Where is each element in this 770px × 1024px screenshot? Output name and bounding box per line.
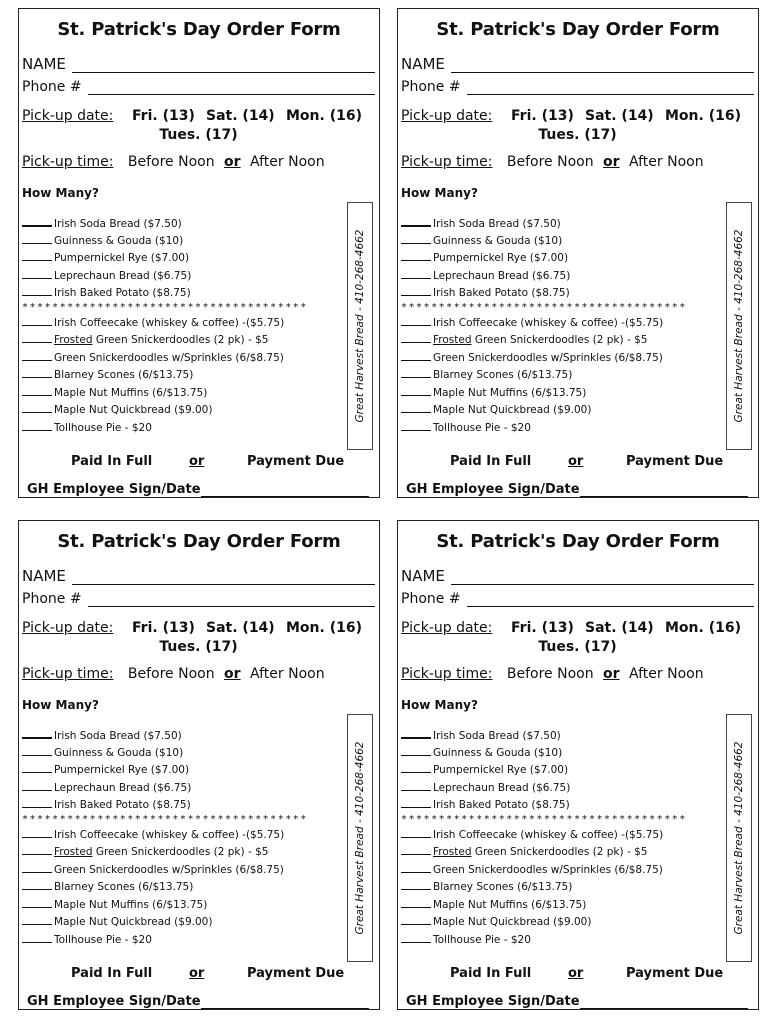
quantity-blank[interactable] [22, 896, 52, 908]
date-option-mon[interactable]: Mon. (16) [665, 108, 741, 124]
list-item [22, 249, 348, 267]
list-item [401, 232, 727, 250]
item-label: Guinness & Gouda ($10) [433, 234, 563, 247]
payment-due-option[interactable]: Payment Due [247, 966, 345, 981]
date-option-tues[interactable]: Tues. (17) [538, 127, 617, 143]
how-many-heading: How Many? [22, 698, 99, 712]
list-item [401, 331, 727, 349]
list-item [401, 826, 727, 844]
date-option-fri[interactable]: Fri. (13) [132, 108, 195, 124]
date-option-mon[interactable]: Mon. (16) [665, 620, 741, 636]
employee-sign-row [27, 482, 369, 497]
order-form-bottom-left [18, 520, 380, 1010]
list-item [22, 232, 348, 250]
frosted-word: Frosted [54, 334, 93, 346]
phone-field[interactable] [88, 80, 375, 95]
item-label: Irish Coffeecake (whiskey & coffee) -($5.75) [54, 316, 285, 329]
list-item [401, 726, 727, 744]
quantity-blank[interactable] [22, 726, 52, 739]
item-list [22, 214, 348, 436]
quantity-blank[interactable] [401, 843, 431, 855]
phone-label: Phone # [22, 591, 82, 607]
quantity-blank[interactable] [401, 931, 431, 943]
contact-box [347, 202, 373, 450]
quantity-blank[interactable] [401, 726, 431, 739]
contact-text: Great Harvest Bread - 410-268-4662 [733, 741, 745, 935]
pickup-date-label: Pick-up date: [401, 108, 493, 124]
list-item [401, 843, 727, 861]
name-row [22, 567, 375, 585]
star-divider: ************************************** [22, 301, 308, 313]
item-list [401, 214, 727, 436]
quantity-blank[interactable] [401, 314, 431, 326]
pickup-date-label: Pick-up date: [22, 108, 114, 124]
date-option-tues[interactable]: Tues. (17) [159, 639, 238, 655]
list-item [401, 401, 727, 419]
form-title: St. Patrick's Day Order Form [57, 19, 341, 40]
list-item [22, 931, 348, 949]
list-item [401, 931, 727, 949]
item-label: Blarney Scones (6/$13.75) [54, 369, 194, 381]
order-form-bottom-right [397, 520, 759, 1010]
quantity-blank[interactable] [22, 349, 52, 361]
item-label: Irish Baked Potato ($8.75) [433, 287, 570, 299]
employee-sign-row [27, 994, 369, 1009]
list-item [22, 796, 348, 814]
quantity-blank[interactable] [22, 931, 52, 943]
form-title: St. Patrick's Day Order Form [436, 19, 720, 40]
payment-due-option[interactable]: Payment Due [247, 454, 345, 469]
list-item [22, 744, 348, 762]
quantity-blank[interactable] [22, 761, 52, 773]
quantity-blank[interactable] [401, 384, 431, 396]
order-form-top-right [397, 8, 759, 498]
or-label: or [568, 966, 584, 981]
list-item [22, 366, 348, 384]
item-label: Irish Coffeecake (whiskey & coffee) -($5.75) [433, 316, 664, 329]
time-option-before-noon[interactable]: Before Noon [127, 666, 215, 682]
item-label: Leprechaun Bread ($6.75) [433, 781, 571, 794]
phone-label: Phone # [401, 591, 461, 607]
item-label: Green Snickerdoodles (2 pk) - $5 [92, 846, 269, 858]
or-label: or [568, 454, 584, 469]
phone-field[interactable] [467, 592, 754, 607]
list-item [22, 419, 348, 437]
quantity-blank[interactable] [401, 913, 431, 925]
name-field[interactable] [451, 570, 754, 585]
item-label: Maple Nut Quickbread ($9.00) [433, 916, 592, 928]
paid-in-full-option[interactable]: Paid In Full [450, 966, 532, 981]
quantity-blank[interactable] [22, 232, 52, 244]
list-item [22, 267, 348, 285]
pickup-time-row [401, 666, 754, 682]
phone-row [401, 79, 754, 95]
quantity-blank[interactable] [22, 744, 52, 756]
time-option-after-noon[interactable]: After Noon [250, 666, 325, 682]
name-label: NAME [401, 567, 445, 585]
item-label: Tollhouse Pie - $20 [54, 421, 152, 434]
list-item [401, 284, 727, 302]
paid-in-full-option[interactable]: Paid In Full [71, 966, 153, 981]
or-label: or [224, 666, 241, 682]
list-item [401, 249, 727, 267]
item-label: Blarney Scones (6/$13.75) [54, 881, 194, 893]
item-label: Pumpernickel Rye ($7.00) [433, 252, 569, 264]
list-item [401, 761, 727, 779]
employee-sign-field[interactable] [580, 483, 748, 497]
item-label: Tollhouse Pie - $20 [433, 933, 531, 946]
quantity-blank[interactable] [22, 861, 52, 873]
quantity-blank[interactable] [401, 744, 431, 756]
how-many-heading: How Many? [401, 698, 478, 712]
item-label: Leprechaun Bread ($6.75) [433, 269, 571, 282]
time-option-after-noon[interactable]: After Noon [629, 666, 704, 682]
item-label: Pumpernickel Rye ($7.00) [54, 764, 190, 776]
quantity-blank[interactable] [22, 384, 52, 396]
employee-sign-label: GH Employee Sign/Date [27, 482, 201, 497]
pickup-date-row [401, 620, 754, 655]
quantity-blank[interactable] [22, 843, 52, 855]
item-label: Maple Nut Muffins (6/$13.75) [433, 386, 587, 399]
employee-sign-field[interactable] [201, 483, 369, 497]
item-label: Maple Nut Muffins (6/$13.75) [54, 898, 208, 911]
employee-sign-row [406, 482, 748, 497]
pickup-time-label: Pick-up time: [22, 154, 114, 170]
or-label: or [224, 154, 241, 170]
employee-sign-label: GH Employee Sign/Date [406, 994, 580, 1009]
quantity-blank[interactable] [401, 214, 431, 227]
quantity-blank[interactable] [22, 267, 52, 279]
item-label: Green Snickerdoodles (2 pk) - $5 [471, 846, 648, 858]
item-label: Guinness & Gouda ($10) [433, 746, 563, 759]
date-option-mon[interactable]: Mon. (16) [286, 108, 362, 124]
contact-text: Great Harvest Bread - 410-268-4662 [354, 229, 366, 423]
item-label: Leprechaun Bread ($6.75) [54, 781, 192, 794]
name-row [22, 55, 375, 73]
quantity-blank[interactable] [22, 913, 52, 925]
list-item [22, 878, 348, 896]
form-title: St. Patrick's Day Order Form [57, 531, 341, 552]
date-option-tues[interactable]: Tues. (17) [538, 639, 617, 655]
pickup-date-label: Pick-up date: [22, 620, 114, 636]
employee-sign-field[interactable] [201, 995, 369, 1009]
date-option-fri[interactable]: Fri. (13) [511, 108, 574, 124]
list-item [401, 314, 727, 332]
phone-field[interactable] [88, 592, 375, 607]
date-option-sat[interactable]: Sat. (14) [585, 108, 654, 124]
list-item [22, 761, 348, 779]
order-form-top-left [18, 8, 380, 498]
item-label: Leprechaun Bread ($6.75) [54, 269, 192, 282]
quantity-blank[interactable] [22, 284, 52, 296]
quantity-blank[interactable] [22, 826, 52, 838]
time-option-after-noon[interactable]: After Noon [250, 154, 325, 170]
paid-in-full-option[interactable]: Paid In Full [71, 454, 153, 469]
quantity-blank[interactable] [22, 796, 52, 808]
item-label: Irish Coffeecake (whiskey & coffee) -($5.75) [433, 828, 664, 841]
how-many-heading: How Many? [401, 186, 478, 200]
star-divider: ************************************** [401, 301, 687, 313]
quantity-blank[interactable] [22, 878, 52, 890]
date-option-sat[interactable]: Sat. (14) [585, 620, 654, 636]
pickup-time-row [22, 666, 375, 682]
item-label: Maple Nut Muffins (6/$13.75) [54, 386, 208, 399]
quantity-blank[interactable] [401, 861, 431, 873]
list-item [22, 913, 348, 931]
quantity-blank[interactable] [401, 267, 431, 279]
item-label: Guinness & Gouda ($10) [54, 746, 184, 759]
or-label: or [189, 966, 205, 981]
name-field[interactable] [72, 58, 375, 73]
pickup-date-row [22, 620, 375, 655]
quantity-blank[interactable] [401, 366, 431, 378]
list-item [401, 366, 727, 384]
contact-text: Great Harvest Bread - 410-268-4662 [733, 229, 745, 423]
list-item [22, 896, 348, 914]
pickup-date-label: Pick-up date: [401, 620, 493, 636]
quantity-blank[interactable] [401, 349, 431, 361]
employee-sign-field[interactable] [580, 995, 748, 1009]
quantity-blank[interactable] [401, 878, 431, 890]
pickup-date-row [401, 108, 754, 143]
list-item [22, 843, 348, 861]
name-label: NAME [22, 55, 66, 73]
list-item [401, 744, 727, 762]
pickup-date-row [22, 108, 375, 143]
list-item [401, 878, 727, 896]
time-option-after-noon[interactable]: After Noon [629, 154, 704, 170]
list-item [401, 267, 727, 285]
item-label: Green Snickerdoodles (2 pk) - $5 [92, 334, 269, 346]
time-option-before-noon[interactable]: Before Noon [506, 666, 594, 682]
quantity-blank[interactable] [401, 331, 431, 343]
list-item [401, 913, 727, 931]
name-field[interactable] [72, 570, 375, 585]
list-item [22, 401, 348, 419]
pickup-time-row [401, 154, 754, 170]
item-label: Irish Baked Potato ($8.75) [433, 799, 570, 811]
list-item [22, 284, 348, 302]
quantity-blank[interactable] [401, 779, 431, 791]
list-item [401, 779, 727, 797]
date-option-sat[interactable]: Sat. (14) [206, 620, 275, 636]
or-label: or [189, 454, 205, 469]
payment-due-option[interactable]: Payment Due [626, 454, 724, 469]
quantity-blank[interactable] [401, 761, 431, 773]
name-label: NAME [401, 55, 445, 73]
list-item [22, 331, 348, 349]
list-item [401, 419, 727, 437]
payment-due-option[interactable]: Payment Due [626, 966, 724, 981]
employee-sign-row [406, 994, 748, 1009]
name-label: NAME [22, 567, 66, 585]
phone-label: Phone # [401, 79, 461, 95]
quantity-blank[interactable] [22, 314, 52, 326]
quantity-blank[interactable] [401, 284, 431, 296]
quantity-blank[interactable] [22, 331, 52, 343]
quantity-blank[interactable] [401, 796, 431, 808]
list-item [22, 349, 348, 367]
quantity-blank[interactable] [22, 779, 52, 791]
item-label: Irish Soda Bread ($7.50) [433, 218, 561, 230]
list-item [22, 826, 348, 844]
contact-box [726, 202, 752, 450]
item-label: Irish Baked Potato ($8.75) [54, 287, 191, 299]
list-item [22, 314, 348, 332]
contact-text: Great Harvest Bread - 410-268-4662 [354, 741, 366, 935]
how-many-heading: How Many? [22, 186, 99, 200]
star-divider: ************************************** [22, 813, 308, 825]
phone-row [22, 591, 375, 607]
item-label: Blarney Scones (6/$13.75) [433, 369, 573, 381]
phone-row [401, 591, 754, 607]
time-option-before-noon[interactable]: Before Noon [127, 154, 215, 170]
date-option-mon[interactable]: Mon. (16) [286, 620, 362, 636]
star-divider: ************************************** [401, 813, 687, 825]
item-label: Tollhouse Pie - $20 [54, 933, 152, 946]
phone-label: Phone # [22, 79, 82, 95]
pickup-time-label: Pick-up time: [22, 666, 114, 682]
quantity-blank[interactable] [401, 401, 431, 413]
item-label: Green Snickerdoodles w/Sprinkles (6/$8.75) [54, 863, 284, 876]
list-item [401, 861, 727, 879]
item-label: Blarney Scones (6/$13.75) [433, 881, 573, 893]
item-label: Irish Baked Potato ($8.75) [54, 799, 191, 811]
name-field[interactable] [451, 58, 754, 73]
list-item [401, 896, 727, 914]
pickup-time-label: Pick-up time: [401, 154, 493, 170]
phone-row [22, 79, 375, 95]
item-label: Maple Nut Quickbread ($9.00) [54, 916, 213, 928]
form-title: St. Patrick's Day Order Form [436, 531, 720, 552]
frosted-word: Frosted [433, 334, 472, 346]
item-label: Pumpernickel Rye ($7.00) [433, 764, 569, 776]
item-label: Pumpernickel Rye ($7.00) [54, 252, 190, 264]
list-item [401, 796, 727, 814]
date-option-fri[interactable]: Fri. (13) [511, 620, 574, 636]
frosted-word: Frosted [54, 846, 93, 858]
quantity-blank[interactable] [401, 826, 431, 838]
item-label: Green Snickerdoodles w/Sprinkles (6/$8.75) [433, 351, 663, 364]
time-option-before-noon[interactable]: Before Noon [506, 154, 594, 170]
list-item [22, 726, 348, 744]
list-item [401, 349, 727, 367]
name-row [401, 567, 754, 585]
item-list [401, 726, 727, 948]
contact-box [726, 714, 752, 962]
list-item [401, 384, 727, 402]
item-label: Irish Coffeecake (whiskey & coffee) -($5.75) [54, 828, 285, 841]
item-label: Green Snickerdoodles (2 pk) - $5 [471, 334, 648, 346]
quantity-blank[interactable] [22, 401, 52, 413]
list-item [22, 861, 348, 879]
frosted-word: Frosted [433, 846, 472, 858]
quantity-blank[interactable] [22, 249, 52, 261]
quantity-blank[interactable] [401, 249, 431, 261]
item-label: Maple Nut Muffins (6/$13.75) [433, 898, 587, 911]
item-label: Irish Soda Bread ($7.50) [54, 730, 182, 742]
date-option-sat[interactable]: Sat. (14) [206, 108, 275, 124]
list-item [22, 779, 348, 797]
employee-sign-label: GH Employee Sign/Date [27, 994, 201, 1009]
item-label: Green Snickerdoodles w/Sprinkles (6/$8.75) [54, 351, 284, 364]
item-label: Irish Soda Bread ($7.50) [433, 730, 561, 742]
item-label: Irish Soda Bread ($7.50) [54, 218, 182, 230]
list-item [22, 384, 348, 402]
item-label: Green Snickerdoodles w/Sprinkles (6/$8.75) [433, 863, 663, 876]
pickup-time-row [22, 154, 375, 170]
date-option-tues[interactable]: Tues. (17) [159, 127, 238, 143]
list-item [22, 214, 348, 232]
or-label: or [603, 666, 620, 682]
item-list [22, 726, 348, 948]
date-option-fri[interactable]: Fri. (13) [132, 620, 195, 636]
or-label: or [603, 154, 620, 170]
employee-sign-label: GH Employee Sign/Date [406, 482, 580, 497]
paid-in-full-option[interactable]: Paid In Full [450, 454, 532, 469]
quantity-blank[interactable] [22, 366, 52, 378]
item-label: Guinness & Gouda ($10) [54, 234, 184, 247]
quantity-blank[interactable] [401, 896, 431, 908]
quantity-blank[interactable] [22, 419, 52, 431]
contact-box [347, 714, 373, 962]
quantity-blank[interactable] [401, 232, 431, 244]
item-label: Maple Nut Quickbread ($9.00) [433, 404, 592, 416]
name-row [401, 55, 754, 73]
list-item [401, 214, 727, 232]
pickup-time-label: Pick-up time: [401, 666, 493, 682]
item-label: Tollhouse Pie - $20 [433, 421, 531, 434]
phone-field[interactable] [467, 80, 754, 95]
quantity-blank[interactable] [22, 214, 52, 227]
item-label: Maple Nut Quickbread ($9.00) [54, 404, 213, 416]
quantity-blank[interactable] [401, 419, 431, 431]
